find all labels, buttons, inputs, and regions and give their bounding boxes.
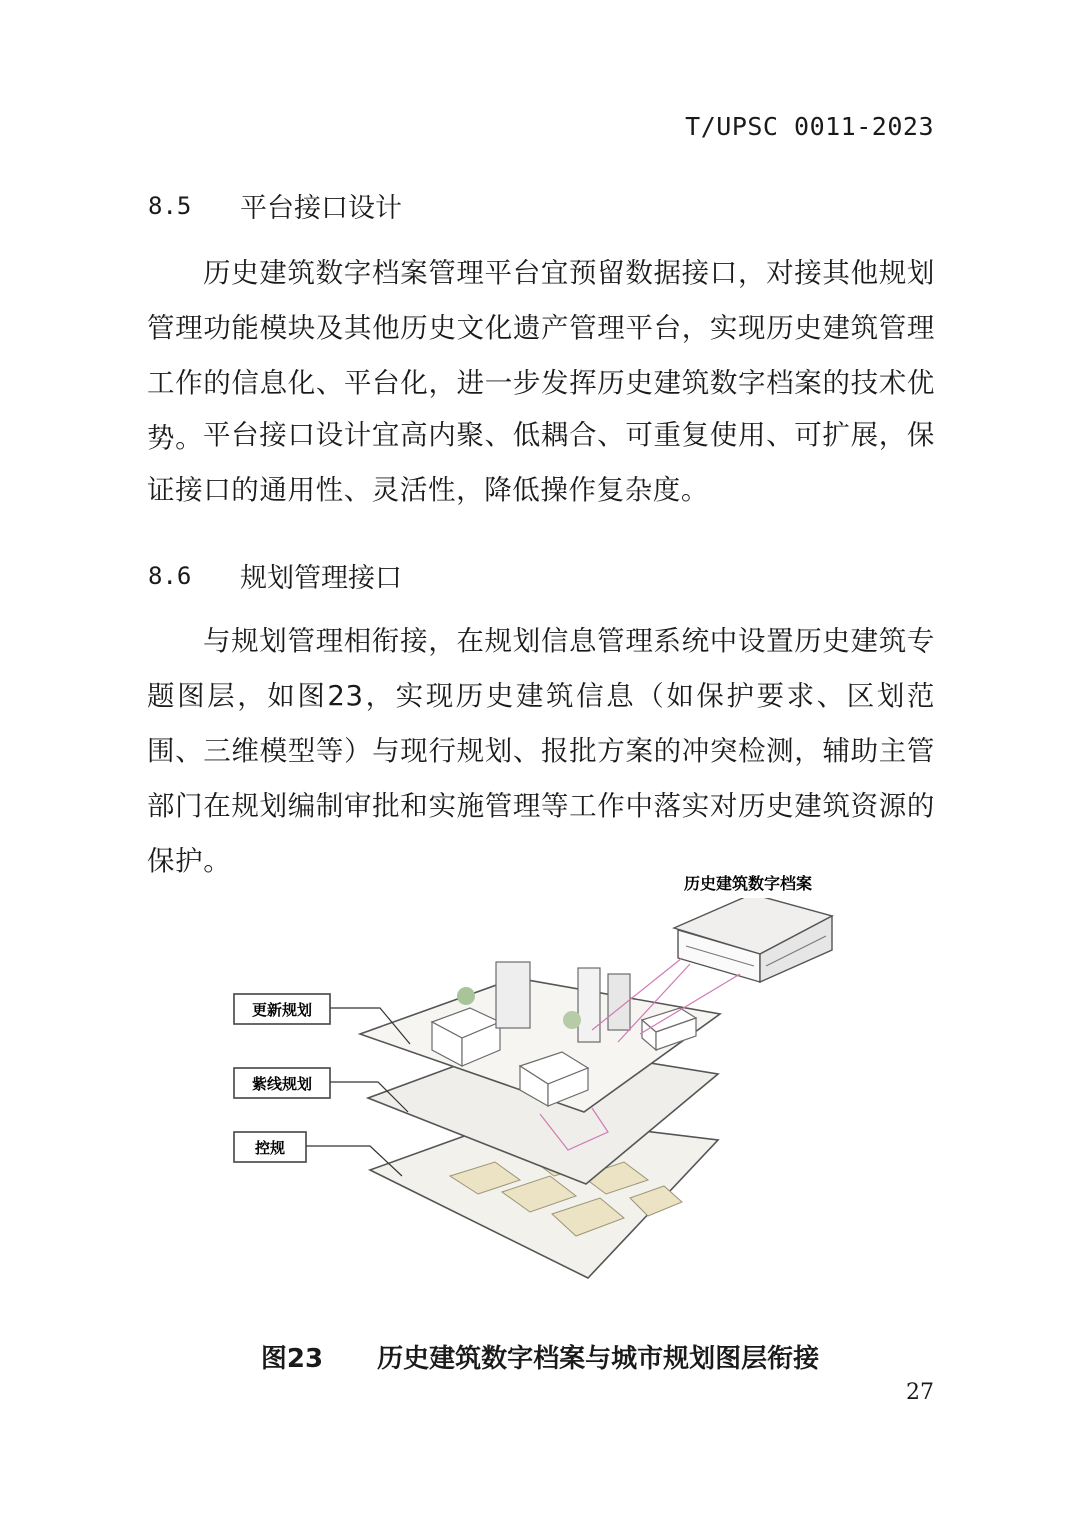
figure-title: 历史建筑数字档案与城市规划图层衔接 (377, 1344, 820, 1374)
layer-illustration-svg (220, 858, 860, 1298)
label-purple-line-plan: 紫线规划 (251, 1075, 313, 1093)
layer-illustration (220, 858, 860, 1298)
paragraph-8-6-1: 与规划管理相衔接，在规划信息管理系统中设置历史建筑专题图层，如图23，实现历史建筑信息（如保护要求、区划范围、三维模型等）与现行规划、报批方案的冲突检测，辅助主管部门在规划编制审批和实施管理等工作中落实对历史建筑资源的保护。 (147, 625, 935, 877)
document-code: T/UPSC 0011-2023 (685, 112, 934, 141)
section-heading-8-5 (148, 186, 402, 225)
paragraph-8-5-2: 平台接口设计宜高内聚、低耦合、可重复使用、可扩展，保证接口的通用性、灵活性，降低操作复杂度。 (147, 419, 935, 506)
label-digital-archive: 历史建筑数字档案 (683, 874, 813, 893)
page-number: 27 (906, 1380, 934, 1405)
section-heading-8-6 (148, 556, 402, 595)
section-number: 8.5 (148, 191, 192, 220)
paragraph-8-5-1: 历史建筑数字档案管理平台宜预留数据接口，对接其他规划管理功能模块及其他历史文化遗产管理平台，实现历史建筑管理工作的信息化、平台化，进一步发挥历史建筑数字档案的技术优势。 (147, 257, 935, 454)
section-title: 平台接口设计 (240, 193, 402, 224)
label-renewal-plan: 更新规划 (251, 1001, 313, 1019)
label-control-plan: 控规 (254, 1139, 286, 1157)
figure-caption (0, 1338, 1080, 1375)
section-number: 8.6 (148, 561, 192, 590)
section-title: 规划管理接口 (240, 563, 402, 594)
historic-building (674, 894, 832, 982)
figure-number: 图23 (260, 1344, 324, 1374)
